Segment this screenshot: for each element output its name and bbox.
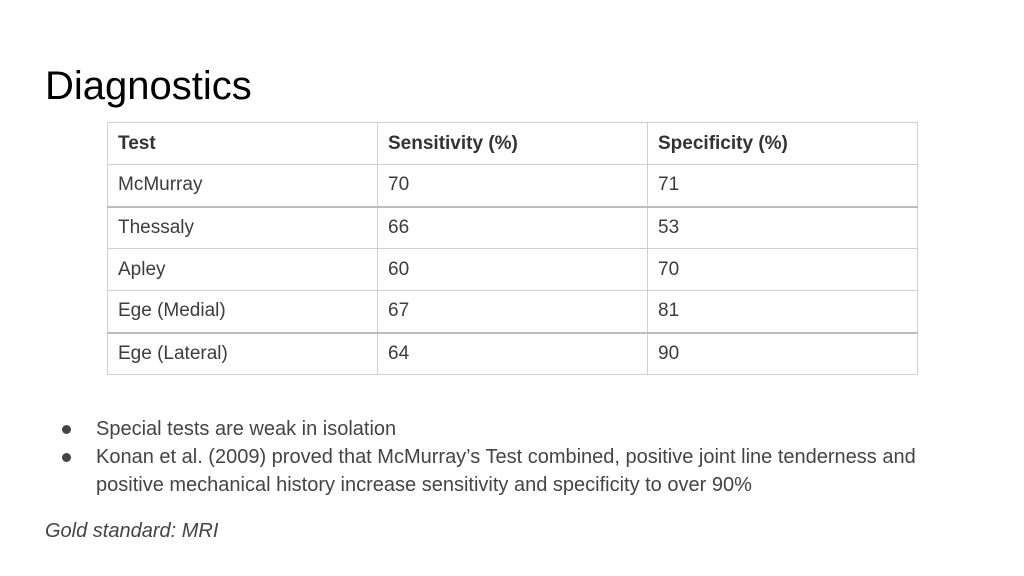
cell-specificity: 53 (648, 207, 918, 249)
cell-test: Apley (108, 249, 378, 291)
table-row (108, 207, 918, 249)
bullet-dot-icon (62, 453, 71, 462)
table-row (108, 333, 918, 375)
cell-test: Ege (Medial) (108, 291, 378, 333)
slide-title: Diagnostics (45, 64, 252, 108)
header-test: Test (108, 123, 378, 165)
header-specificity: Specificity (%) (648, 123, 918, 165)
bullet-dot-icon (62, 425, 71, 434)
cell-test: McMurray (108, 165, 378, 207)
list-item (60, 415, 960, 443)
cell-sensitivity: 66 (378, 207, 648, 249)
list-item (60, 443, 960, 499)
cell-sensitivity: 64 (378, 333, 648, 375)
table-row (108, 291, 918, 333)
cell-specificity: 81 (648, 291, 918, 333)
bullet-text: Konan et al. (2009) proved that McMurray’s Test combined, positive joint line tenderness and positive mechanical history increase sensitivity and specificity to over 90% (96, 446, 916, 496)
cell-sensitivity: 60 (378, 249, 648, 291)
table-header-row (108, 123, 918, 165)
diagnostics-table (107, 122, 918, 375)
cell-test: Ege (Lateral) (108, 333, 378, 375)
table-row (108, 249, 918, 291)
header-sensitivity: Sensitivity (%) (378, 123, 648, 165)
cell-sensitivity: 70 (378, 165, 648, 207)
footnote: Gold standard: MRI (45, 520, 219, 542)
cell-specificity: 90 (648, 333, 918, 375)
cell-sensitivity: 67 (378, 291, 648, 333)
cell-specificity: 70 (648, 249, 918, 291)
bullet-list (60, 415, 960, 499)
bullet-text: Special tests are weak in isolation (96, 418, 397, 440)
cell-test: Thessaly (108, 207, 378, 249)
cell-specificity: 71 (648, 165, 918, 207)
table-row (108, 165, 918, 207)
